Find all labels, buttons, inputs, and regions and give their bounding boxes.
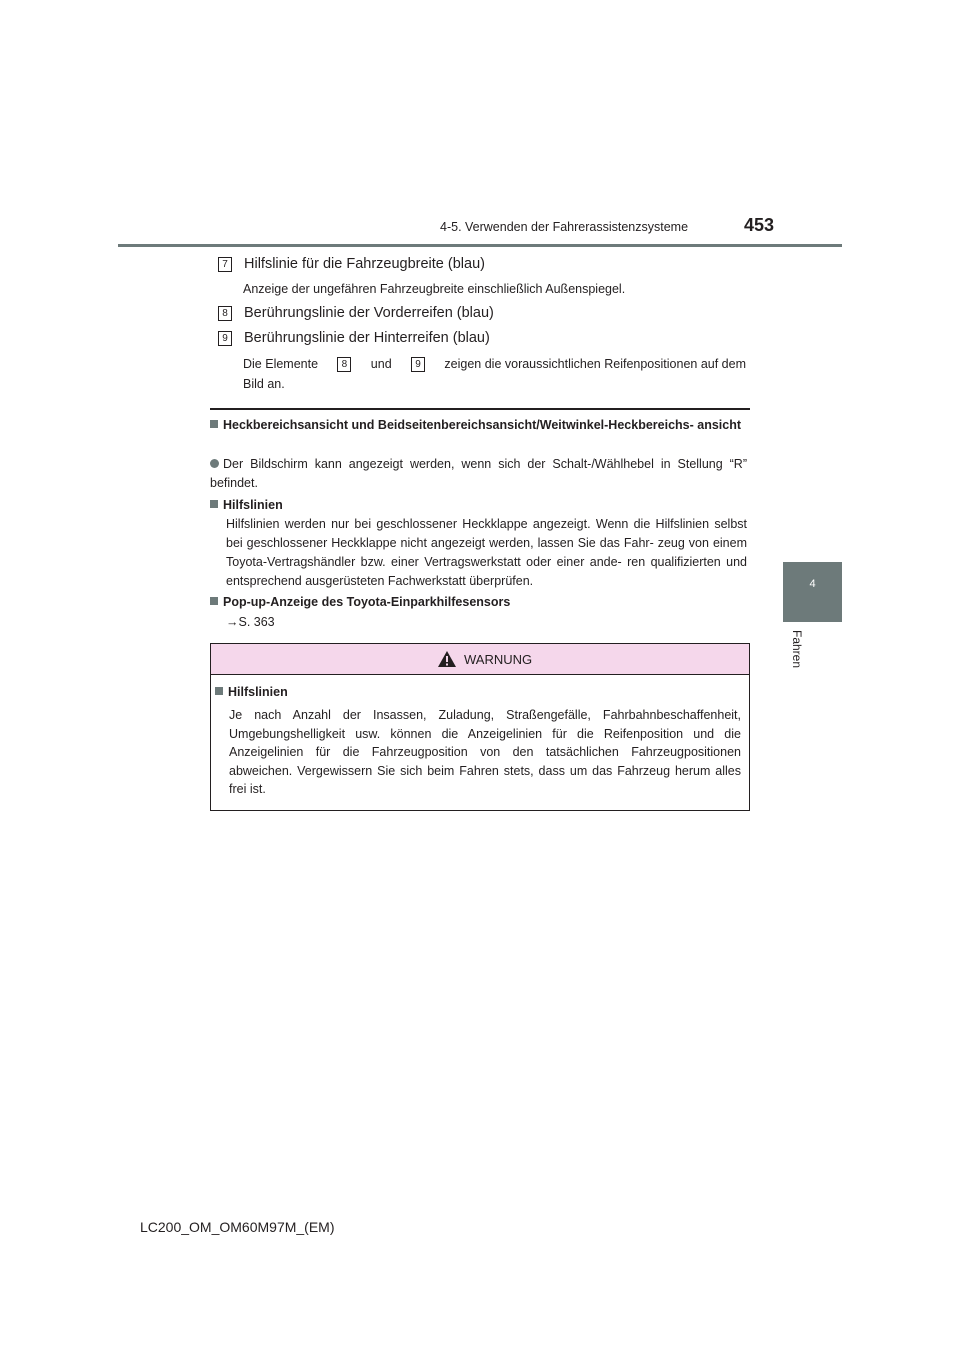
- item-ref-badge: 9: [411, 357, 425, 372]
- square-bullet-icon: [210, 420, 218, 428]
- chapter-number: 4: [809, 578, 816, 590]
- header-divider: [118, 244, 842, 247]
- item-note: [243, 354, 746, 394]
- note-text: Bild an.: [243, 377, 285, 391]
- item-number-badge: 8: [218, 306, 232, 321]
- item-title: Berührungslinie der Hinterreifen (blau): [244, 330, 490, 346]
- item-note: Anzeige der ungefähren Fahrzeugbreite einschließlich Außenspiegel.: [243, 282, 626, 296]
- chapter-label: Fahren: [790, 630, 804, 669]
- item-title: Berührungslinie der Vorderreifen (blau): [244, 305, 494, 321]
- list-item: [218, 256, 485, 272]
- note-text: und: [370, 357, 392, 371]
- square-bullet-icon: [210, 597, 218, 605]
- section-title: 4-5. Verwenden der Fahrerassistenzsysteme: [440, 220, 689, 234]
- subsection-heading: Hilfslinien: [210, 496, 750, 515]
- chapter-tab: [783, 562, 842, 622]
- page-reference: →S. 363: [226, 615, 275, 629]
- document-code: LC200_OM_OM60M97M_(EM): [140, 1219, 335, 1235]
- warning-header: [211, 644, 749, 675]
- page-number: 453: [744, 215, 775, 235]
- list-item: [218, 330, 490, 346]
- warning-icon: [437, 650, 457, 668]
- warning-text: Je nach Anzahl der Insassen, Zuladung, Straßengefälle, Fahrbahnbeschaffenheit, Umgebungshelligkeit usw. können die Anzeigelinien für die Reifenposition und die Anzeigelinien für die Fahrzeugposition von den tatsächlichen Fahrzeugpositionen abweichen. Vergewissern Sie sich beim Fahren stets, dass um das Fahrzeug herum alles frei ist.: [229, 708, 741, 796]
- paragraph: Hilfslinien werden nur bei geschlossener Heckklappe angezeigt. Wenn die Hilfslinien selbst bei geschlossener Heckklappe nicht angezeigt werden, lassen Sie das Fahr- zeug von einem Toyota-Vertragshändler bzw. einer Vertragswerkstatt oder einer ande- ren qualifizierten und entsprechend ausgerüsteten Fachwerkstatt überprüfen.: [226, 517, 747, 588]
- square-bullet-icon: [210, 500, 218, 508]
- item-number-badge: 7: [218, 257, 232, 272]
- item-number-badge: 9: [218, 331, 232, 346]
- item-ref-badge: 8: [337, 357, 351, 372]
- note-text: zeigen die voraussichtlichen Reifenpositionen auf dem: [444, 357, 746, 371]
- circle-bullet-icon: [210, 459, 219, 468]
- item-title: Hilfslinie für die Fahrzeugbreite (blau): [244, 256, 485, 272]
- warning-heading: Hilfslinien: [215, 685, 288, 699]
- list-item: [218, 305, 494, 321]
- subsection-heading: Heckbereichsansicht und Beidseitenbereichsansicht/Weitwinkel-Heckbereichs- ansicht: [210, 416, 750, 435]
- bullet-item: Der Bildschirm kann angezeigt werden, wenn sich der Schalt-/Wählhebel in Stellung “R” befindet.: [210, 457, 747, 490]
- section-divider: [210, 408, 750, 410]
- subsection-heading: Pop-up-Anzeige des Toyota-Einparkhilfesensors: [210, 593, 750, 612]
- note-text: Die Elemente: [243, 357, 319, 371]
- warning-title: WARNUNG: [464, 652, 533, 667]
- warning-box: [210, 643, 750, 811]
- square-bullet-icon: [215, 687, 223, 695]
